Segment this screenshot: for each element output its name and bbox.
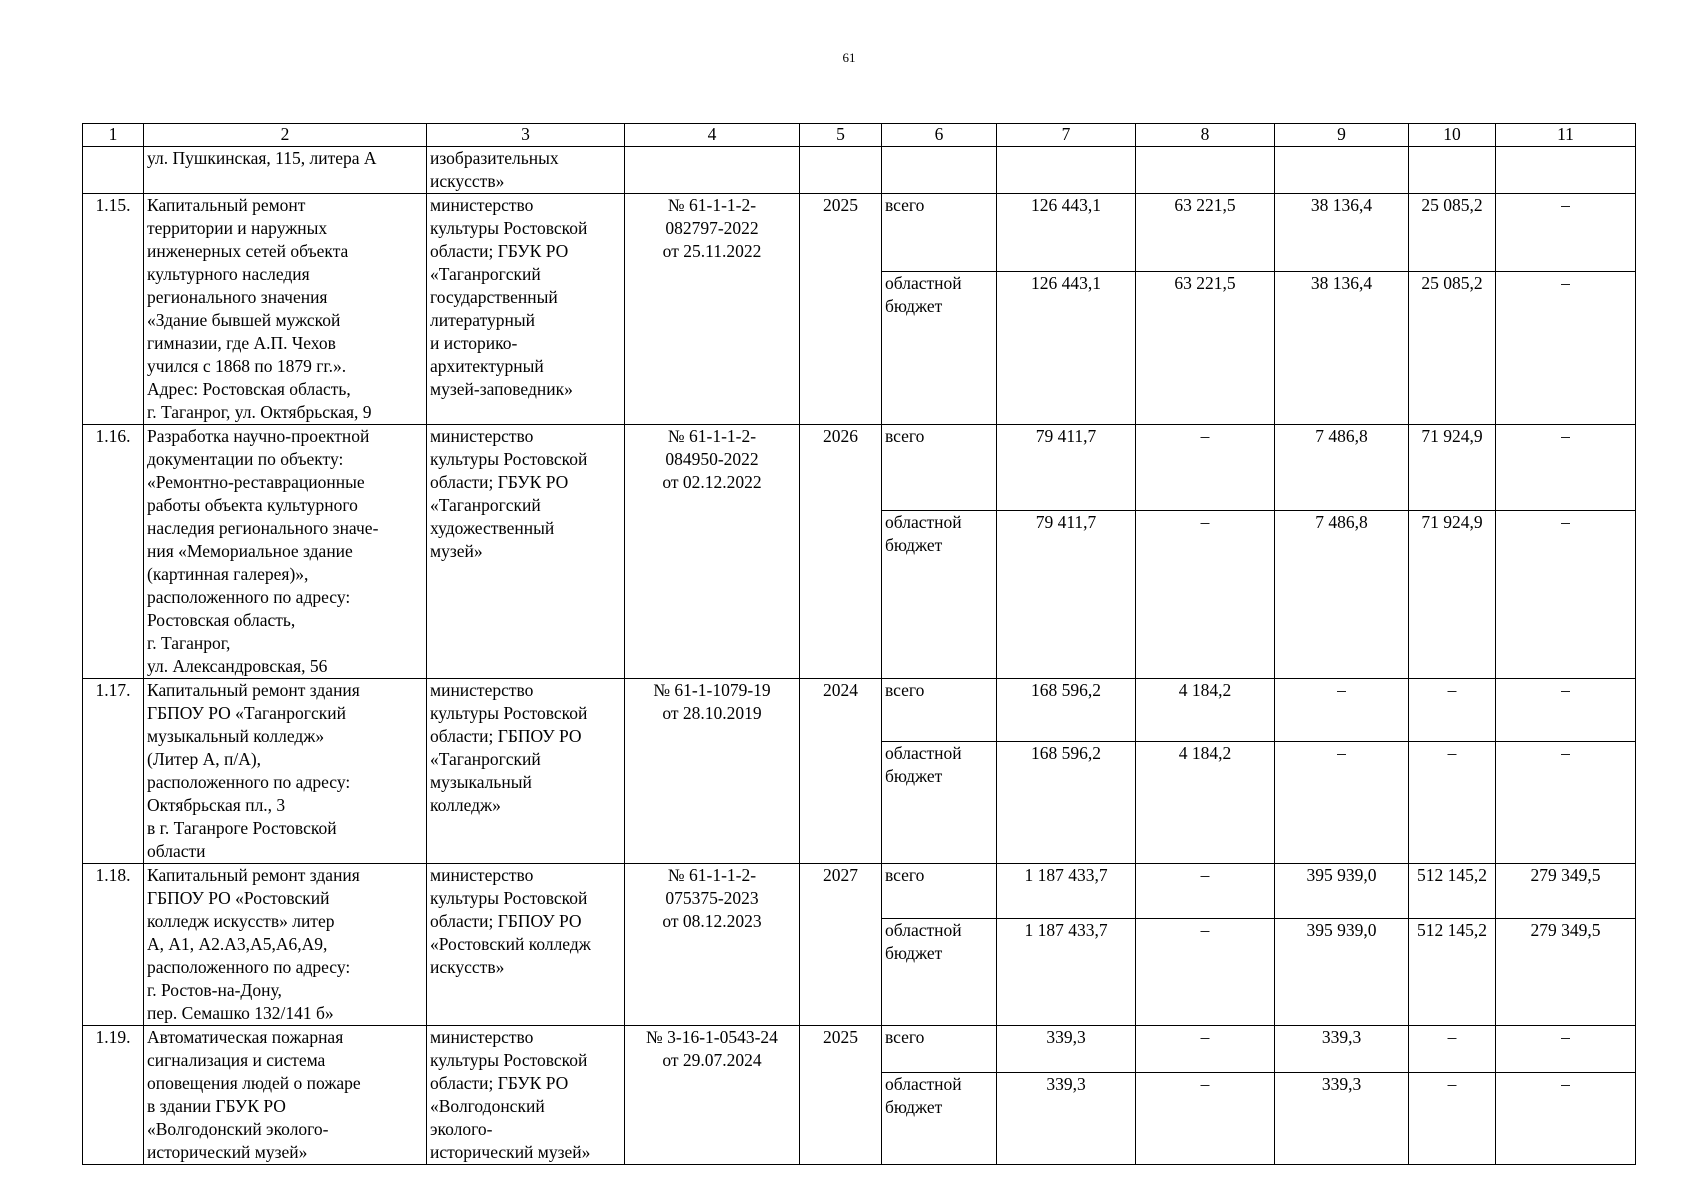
amount-cell: 25 085,2 <box>1409 194 1496 272</box>
amount-cell: 38 136,4 <box>1275 272 1409 425</box>
amount-cell: 4 184,2 <box>1136 679 1275 742</box>
amount-cell: 512 145,2 <box>1409 918 1496 1025</box>
amount-cell: 168 596,2 <box>997 679 1136 742</box>
table-row <box>83 425 1636 511</box>
column-header: 1 <box>83 124 144 147</box>
source-cell: всего <box>882 1026 997 1073</box>
amount-cell: – <box>1136 425 1275 511</box>
organization-cell: министерство культуры Ростовской области; ГБПОУ РО «Ростовский колледж искусств» <box>427 864 625 1026</box>
year-cell: 2026 <box>800 425 882 679</box>
source-cell: всего <box>882 864 997 919</box>
document-cell <box>625 147 800 194</box>
amount-cell: – <box>1136 918 1275 1025</box>
source-cell: всего <box>882 679 997 742</box>
amount-cell: 168 596,2 <box>997 741 1136 863</box>
source-cell: областной бюджет <box>882 272 997 425</box>
amount-cell: – <box>1275 741 1409 863</box>
amount-cell: – <box>1496 679 1636 742</box>
amount-cell: – <box>1496 272 1636 425</box>
amount-cell: – <box>1496 510 1636 678</box>
amount-cell: – <box>1275 679 1409 742</box>
amount-cell: 4 184,2 <box>1136 741 1275 863</box>
amount-cell: – <box>1409 679 1496 742</box>
table-row <box>83 864 1636 919</box>
amount-cell: 79 411,7 <box>997 510 1136 678</box>
source-cell: всего <box>882 194 997 272</box>
column-header: 4 <box>625 124 800 147</box>
year-cell: 2025 <box>800 1026 882 1165</box>
amount-cell: 7 486,8 <box>1275 425 1409 511</box>
amount-cell <box>1275 147 1409 194</box>
row-number-cell: 1.18. <box>83 864 144 1026</box>
amount-cell: 126 443,1 <box>997 272 1136 425</box>
row-number-cell: 1.15. <box>83 194 144 425</box>
amount-cell: 79 411,7 <box>997 425 1136 511</box>
amount-cell: – <box>1409 741 1496 863</box>
amount-cell: – <box>1496 741 1636 863</box>
amount-cell: 7 486,8 <box>1275 510 1409 678</box>
amount-cell: – <box>1136 1072 1275 1164</box>
amount-cell: – <box>1409 1072 1496 1164</box>
table-row <box>83 679 1636 742</box>
amount-cell: 63 221,5 <box>1136 272 1275 425</box>
document-cell: № 61-1-1-2- 082797-2022 от 25.11.2022 <box>625 194 800 425</box>
amount-cell: – <box>1496 1072 1636 1164</box>
row-number-cell: 1.19. <box>83 1026 144 1165</box>
column-header: 2 <box>144 124 427 147</box>
source-cell <box>882 147 997 194</box>
row-number-cell <box>83 147 144 194</box>
amount-cell: – <box>1496 1026 1636 1073</box>
document-cell: № 61-1-1-2- 075375-2023 от 08.12.2023 <box>625 864 800 1026</box>
source-cell: областной бюджет <box>882 1072 997 1164</box>
amount-cell <box>1136 147 1275 194</box>
year-cell: 2027 <box>800 864 882 1026</box>
column-header: 7 <box>997 124 1136 147</box>
organization-cell: министерство культуры Ростовской области; ГБУК РО «Волгодонский эколого- исторический музей» <box>427 1026 625 1165</box>
table-row <box>83 194 1636 272</box>
column-header: 6 <box>882 124 997 147</box>
year-cell: 2024 <box>800 679 882 864</box>
column-header: 10 <box>1409 124 1496 147</box>
amount-cell: 25 085,2 <box>1409 272 1496 425</box>
column-header: 8 <box>1136 124 1275 147</box>
amount-cell: – <box>1136 510 1275 678</box>
year-cell: 2025 <box>800 194 882 425</box>
amount-cell: 339,3 <box>997 1072 1136 1164</box>
amount-cell: – <box>1136 1026 1275 1073</box>
object-name-cell: Капитальный ремонт здания ГБПОУ РО «Таганрогский музыкальный колледж» (Литер А, п/А), расположенного по адресу: Октябрьская пл., 3 в г. Таганроге Ростовской области <box>144 679 427 864</box>
amount-cell: 395 939,0 <box>1275 918 1409 1025</box>
amount-cell: 126 443,1 <box>997 194 1136 272</box>
object-name-cell: Автоматическая пожарная сигнализация и система оповещения людей о пожаре в здании ГБУК РО «Волгодонский эколого- исторический музей» <box>144 1026 427 1165</box>
amount-cell: 71 924,9 <box>1409 425 1496 511</box>
column-header: 3 <box>427 124 625 147</box>
amount-cell: 395 939,0 <box>1275 864 1409 919</box>
source-cell: областной бюджет <box>882 741 997 863</box>
amount-cell: 279 349,5 <box>1496 864 1636 919</box>
amount-cell <box>1496 147 1636 194</box>
column-header: 5 <box>800 124 882 147</box>
row-number-cell: 1.16. <box>83 425 144 679</box>
amount-cell: – <box>1496 194 1636 272</box>
row-number-cell: 1.17. <box>83 679 144 864</box>
document-cell: № 61-1-1079-19 от 28.10.2019 <box>625 679 800 864</box>
organization-cell: министерство культуры Ростовской области; ГБУК РО «Таганрогский государственный литературный и историко- архитектурный музей-заповедник» <box>427 194 625 425</box>
amount-cell: 339,3 <box>997 1026 1136 1073</box>
amount-cell: – <box>1136 864 1275 919</box>
source-cell: областной бюджет <box>882 918 997 1025</box>
organization-cell: министерство культуры Ростовской области; ГБПОУ РО «Таганрогский музыкальный колледж» <box>427 679 625 864</box>
table-row <box>83 1026 1636 1073</box>
amount-cell: 339,3 <box>1275 1026 1409 1073</box>
amount-cell <box>1409 147 1496 194</box>
amount-cell: – <box>1496 425 1636 511</box>
amount-cell <box>997 147 1136 194</box>
budget-table <box>82 123 1636 1165</box>
column-number-row <box>83 124 1636 147</box>
document-cell: № 3-16-1-0543-24 от 29.07.2024 <box>625 1026 800 1165</box>
object-name-cell: Капитальный ремонт территории и наружных инженерных сетей объекта культурного наследия регионального значения «Здание бывшей мужской гимназии, где А.П. Чехов учился с 1868 по 1879 гг.». Адрес: Ростовская область, г. Таганрог, ул. Октябрьская, 9 <box>144 194 427 425</box>
column-header: 9 <box>1275 124 1409 147</box>
source-cell: всего <box>882 425 997 511</box>
object-name-cell: Разработка научно-проектной документации по объекту: «Ремонтно-реставрационные работы объекта культурного наследия регионального значе- ния «Мемориальное здание (картинная галерея)», расположенного по адресу: Ростовская область, г. Таганрог, ул. Александровская, 56 <box>144 425 427 679</box>
object-name-cell: ул. Пушкинская, 115, литера А <box>144 147 427 194</box>
amount-cell: 63 221,5 <box>1136 194 1275 272</box>
amount-cell: 1 187 433,7 <box>997 864 1136 919</box>
organization-cell: министерство культуры Ростовской области; ГБУК РО «Таганрогский художественный музей» <box>427 425 625 679</box>
page-number: 61 <box>842 50 856 65</box>
amount-cell: – <box>1409 1026 1496 1073</box>
year-cell <box>800 147 882 194</box>
amount-cell: 279 349,5 <box>1496 918 1636 1025</box>
amount-cell: 512 145,2 <box>1409 864 1496 919</box>
source-cell: областной бюджет <box>882 510 997 678</box>
amount-cell: 1 187 433,7 <box>997 918 1136 1025</box>
organization-cell: изобразительных искусств» <box>427 147 625 194</box>
object-name-cell: Капитальный ремонт здания ГБПОУ РО «Ростовский колледж искусств» литер А, А1, А2.А3,А5,А6,А9, расположенного по адресу: г. Ростов-на-Дону, пер. Семашко 132/141 б» <box>144 864 427 1026</box>
amount-cell: 71 924,9 <box>1409 510 1496 678</box>
document-cell: № 61-1-1-2- 084950-2022 от 02.12.2022 <box>625 425 800 679</box>
continuation-row <box>83 147 1636 194</box>
amount-cell: 38 136,4 <box>1275 194 1409 272</box>
amount-cell: 339,3 <box>1275 1072 1409 1164</box>
column-header: 11 <box>1496 124 1636 147</box>
